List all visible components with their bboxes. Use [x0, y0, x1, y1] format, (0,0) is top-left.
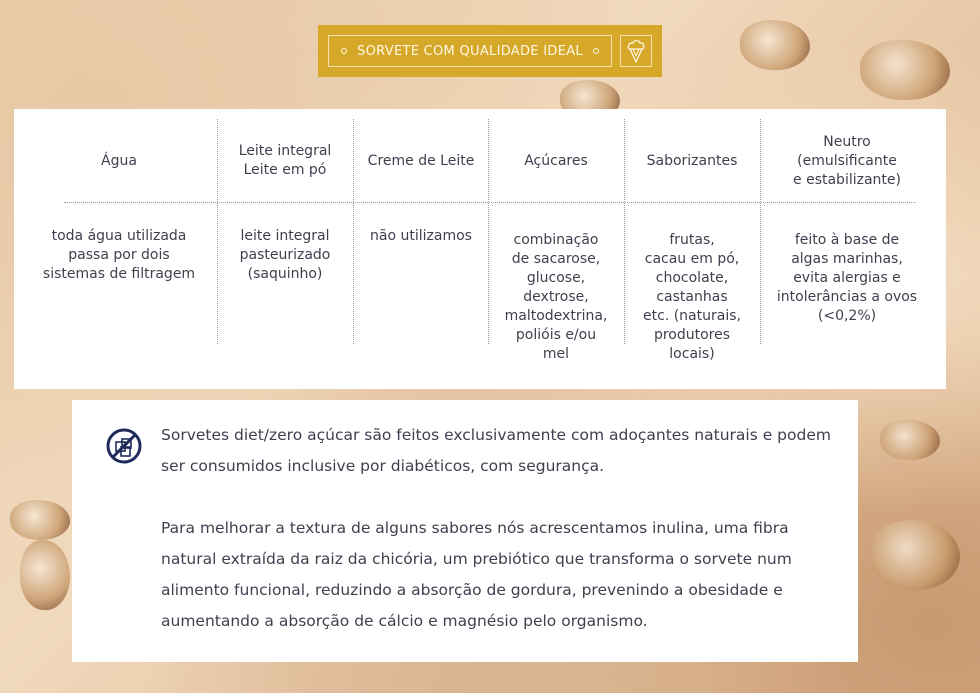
column-body: combinação de sacarose, glucose, dextrose, maltodextrina, polióis e/ou mel — [504, 232, 608, 362]
column-leite — [219, 119, 351, 349]
column-divider — [488, 119, 489, 344]
column-body: não utilizamos — [370, 228, 472, 244]
column-agua — [24, 119, 214, 349]
column-divider — [217, 119, 218, 344]
column-header: Água — [101, 152, 137, 169]
column-divider — [760, 119, 761, 344]
column-divider — [624, 119, 625, 344]
info-panel — [72, 400, 858, 662]
column-header: Leite integral Leite em pó — [238, 143, 332, 178]
column-body: toda água utilizada passa por dois sistemas de filtragem — [42, 228, 196, 282]
note-paragraph-diet: Sorvetes diet/zero açúcar são feitos exclusivamente com adoçantes naturais e podem ser consumidos inclusive por diabéticos, com segurança. — [161, 426, 831, 475]
column-header: Neutro (emulsificante e estabilizante) — [793, 133, 901, 188]
column-neutro — [762, 119, 932, 349]
column-body: leite integral pasteurizado (saquinho) — [239, 228, 331, 282]
column-creme — [355, 119, 487, 349]
ingredients-table — [14, 109, 946, 389]
column-header: Açúcares — [524, 152, 588, 169]
column-body: feito à base de algas marinhas, evita alergias e intolerâncias a ovos (<0,2%) — [776, 232, 918, 324]
column-header: Saborizantes — [646, 152, 738, 169]
column-body: frutas, cacau em pó, chocolate, castanhas etc. (naturais, produtores locais) — [643, 232, 741, 362]
bullet-dot — [341, 48, 347, 54]
bullet-dot — [593, 48, 599, 54]
banner-title: SORVETE COM QUALIDADE IDEAL — [357, 43, 583, 59]
column-header: Creme de Leite — [367, 152, 475, 169]
no-sugar-icon — [105, 427, 143, 465]
column-divider — [353, 119, 354, 344]
column-acucares — [490, 119, 622, 362]
note-paragraph-inulina: Para melhorar a textura de alguns sabores nós acrescentamos inulina, uma fibra natural extraída da raiz da chicória, um prebiótico que transforma o sorvete num alimento funcional, reduzindo a absorção de gordura, prevenindo a obesidade e aumentando a absorção de cálcio e magnésio pelo organismo. — [161, 519, 792, 630]
column-saborizantes — [626, 119, 758, 362]
ice-cream-icon — [620, 35, 652, 67]
banner-title-box — [328, 35, 612, 67]
section-banner — [318, 25, 662, 77]
